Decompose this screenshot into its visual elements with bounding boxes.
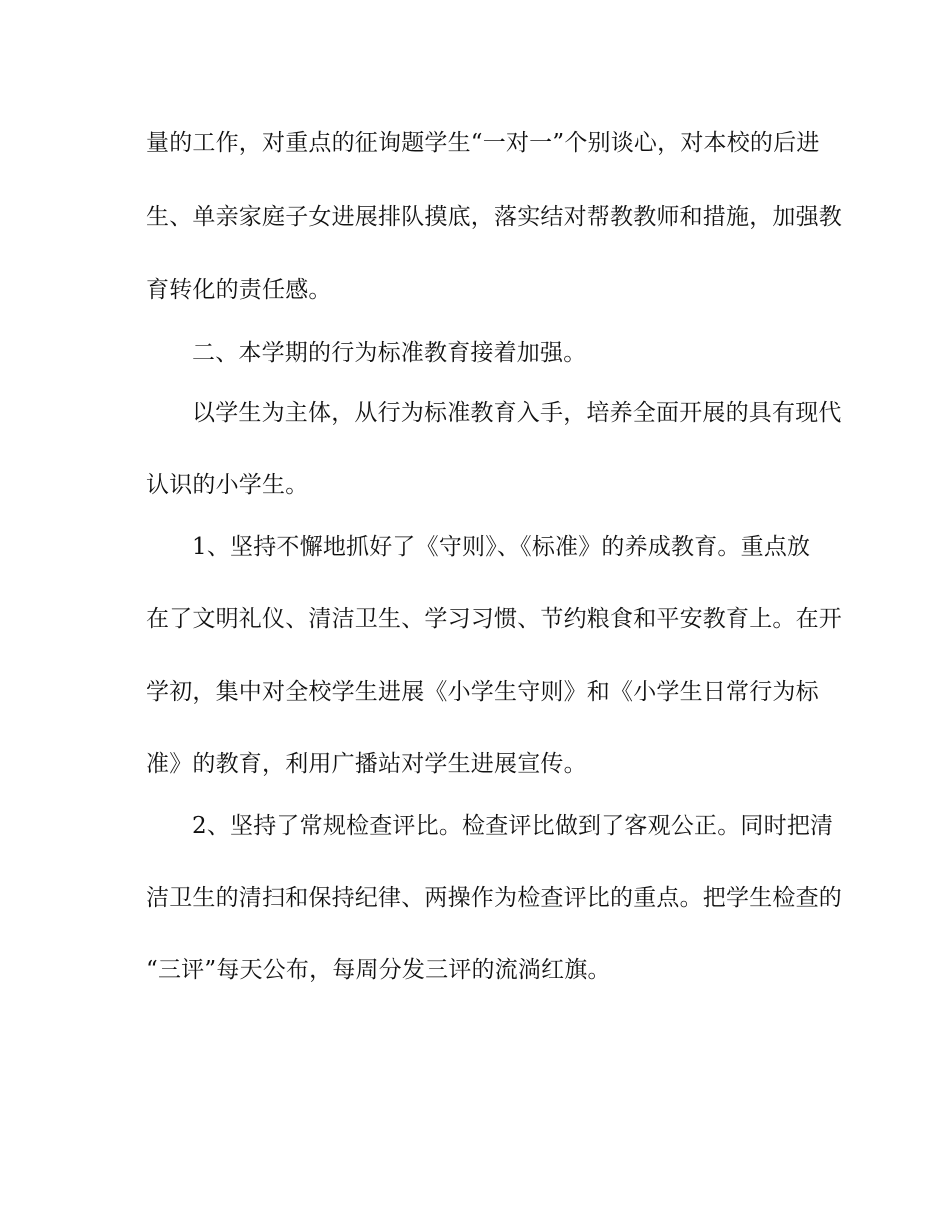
- text-line: 2、坚持了常规检查评比。检查评比做到了客观公正。同时把清: [192, 813, 834, 839]
- text-line: 在了文明礼仪、清洁卫生、学习习惯、节约粮食和平安教育上。在开: [146, 606, 842, 632]
- section-heading: 二、本学期的行为标准教育接着加强。: [192, 340, 587, 366]
- text-line: 生、单亲家庭子女进展排队摸底，落实结对帮教教师和措施，加强教: [146, 204, 842, 230]
- text-line: 学初，集中对全校学生进展《小学生守则》和《小学生日常行为标: [146, 679, 819, 705]
- text-line: 1、坚持不懈地抓好了《守则》、《标准》的养成教育。重点放: [192, 534, 811, 560]
- text-line: “三评”每天公布，每周分发三评的流淌红旗。: [146, 957, 611, 983]
- text-line: 认识的小学生。: [146, 472, 309, 498]
- text-line: 量的工作，对重点的征询题学生“一对一”个别谈心，对本校的后进: [146, 130, 820, 156]
- text-line: 育转化的责任感。: [146, 277, 332, 303]
- text-line: 洁卫生的清扫和保持纪律、两操作为检查评比的重点。把学生检查的: [146, 885, 842, 911]
- text-line: 以学生为主体，从行为标准教育入手，培养全面开展的具有现代: [192, 400, 842, 426]
- text-line: 准》的教育，利用广播站对学生进展宣传。: [146, 751, 587, 777]
